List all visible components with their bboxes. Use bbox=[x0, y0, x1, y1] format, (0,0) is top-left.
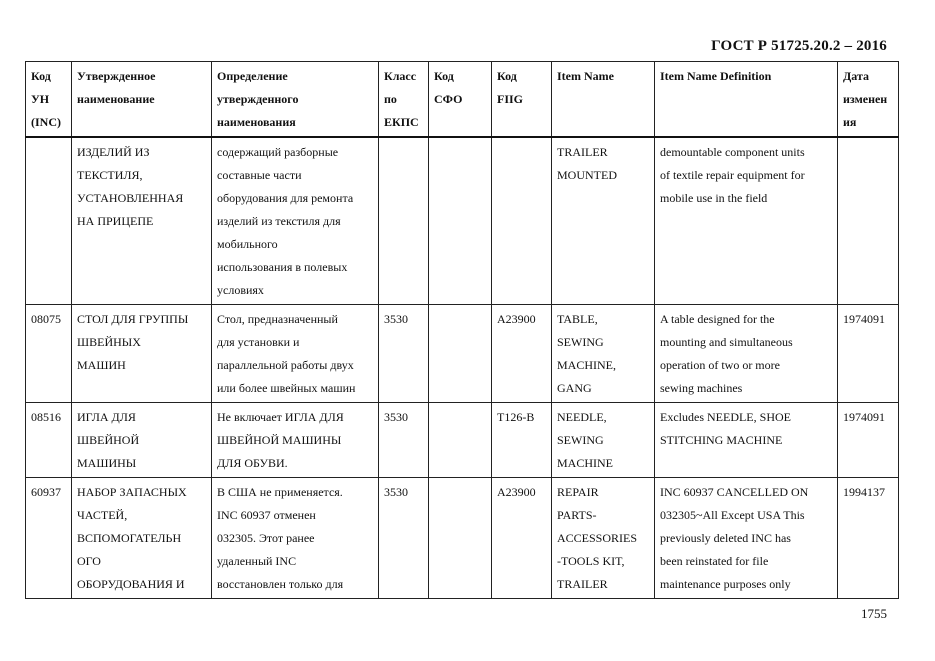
table-row bbox=[26, 478, 899, 599]
cell-inc: 60937 bbox=[26, 478, 72, 599]
cell-approved-name: ИГЛА ДЛЯ ШВЕЙНОЙ МАШИНЫ bbox=[72, 403, 212, 478]
cell-ekps-class bbox=[379, 137, 429, 305]
cell-definition: В США не применяется. INC 60937 отменен 032305. Этот ранее удаленный INC восстановлен только для bbox=[212, 478, 379, 599]
cell-sfo-code bbox=[429, 137, 492, 305]
col-header-sfo-code: Код СФО bbox=[429, 62, 492, 138]
cell-change-date: 1974091 bbox=[838, 403, 899, 478]
cell-definition: содержащий разборные составные части оборудования для ремонта изделий из текстиля для мобильного использования в полевых условиях bbox=[212, 137, 379, 305]
col-header-ekps-class: Класс по ЕКПС bbox=[379, 62, 429, 138]
cell-item-name: TABLE, SEWING MACHINE, GANG bbox=[552, 305, 655, 403]
cell-ekps-class: 3530 bbox=[379, 305, 429, 403]
table-header-row bbox=[26, 62, 899, 138]
cell-item-name-definition: A table designed for the mounting and simultaneous operation of two or more sewing machines bbox=[655, 305, 838, 403]
col-header-change-date: Дата изменен ия bbox=[838, 62, 899, 138]
cell-ekps-class: 3530 bbox=[379, 478, 429, 599]
document-title: ГОСТ Р 51725.20.2 – 2016 bbox=[711, 38, 887, 54]
cell-approved-name: ИЗДЕЛИЙ ИЗ ТЕКСТИЛЯ, УСТАНОВЛЕННАЯ НА ПРИЦЕПЕ bbox=[72, 137, 212, 305]
table-row bbox=[26, 403, 899, 478]
cell-approved-name: НАБОР ЗАПАСНЫХ ЧАСТЕЙ, ВСПОМОГАТЕЛЬН ОГО ОБОРУДОВАНИЯ И bbox=[72, 478, 212, 599]
cell-sfo-code bbox=[429, 403, 492, 478]
cell-fiig-code: A23900 bbox=[492, 478, 552, 599]
cell-inc bbox=[26, 137, 72, 305]
col-header-item-name: Item Name bbox=[552, 62, 655, 138]
cell-inc: 08075 bbox=[26, 305, 72, 403]
cell-item-name-definition: demountable component units of textile repair equipment for mobile use in the field bbox=[655, 137, 838, 305]
cell-fiig-code bbox=[492, 137, 552, 305]
cell-change-date bbox=[838, 137, 899, 305]
table-row bbox=[26, 137, 899, 305]
page-number: 1755 bbox=[861, 606, 887, 621]
col-header-fiig-code: Код FIIG bbox=[492, 62, 552, 138]
cell-inc: 08516 bbox=[26, 403, 72, 478]
cell-sfo-code bbox=[429, 478, 492, 599]
cell-item-name: NEEDLE, SEWING MACHINE bbox=[552, 403, 655, 478]
cell-sfo-code bbox=[429, 305, 492, 403]
cell-item-name-definition: INC 60937 CANCELLED ON 032305~All Except USA This previously deleted INC has been reinstated for file maintenance purposes only bbox=[655, 478, 838, 599]
cell-fiig-code: A23900 bbox=[492, 305, 552, 403]
col-header-approved-name: Утвержденное наименование bbox=[72, 62, 212, 138]
table-row bbox=[26, 305, 899, 403]
cell-definition: Не включает ИГЛА ДЛЯ ШВЕЙНОЙ МАШИНЫ ДЛЯ ОБУВИ. bbox=[212, 403, 379, 478]
cell-ekps-class: 3530 bbox=[379, 403, 429, 478]
cell-approved-name: СТОЛ ДЛЯ ГРУППЫ ШВЕЙНЫХ МАШИН bbox=[72, 305, 212, 403]
col-header-definition: Определение утвержденного наименования bbox=[212, 62, 379, 138]
cell-fiig-code: T126-B bbox=[492, 403, 552, 478]
cell-item-name: REPAIR PARTS- ACCESSORIES -TOOLS KIT, TRAILER bbox=[552, 478, 655, 599]
col-header-item-name-definition: Item Name Definition bbox=[655, 62, 838, 138]
cell-change-date: 1994137 bbox=[838, 478, 899, 599]
catalog-table bbox=[25, 61, 899, 599]
cell-change-date: 1974091 bbox=[838, 305, 899, 403]
col-header-inc: Код УН (INC) bbox=[26, 62, 72, 138]
cell-item-name-definition: Excludes NEEDLE, SHOE STITCHING MACHINE bbox=[655, 403, 838, 478]
cell-item-name: TRAILER MOUNTED bbox=[552, 137, 655, 305]
cell-definition: Стол, предназначенный для установки и параллельной работы двух или более швейных машин bbox=[212, 305, 379, 403]
